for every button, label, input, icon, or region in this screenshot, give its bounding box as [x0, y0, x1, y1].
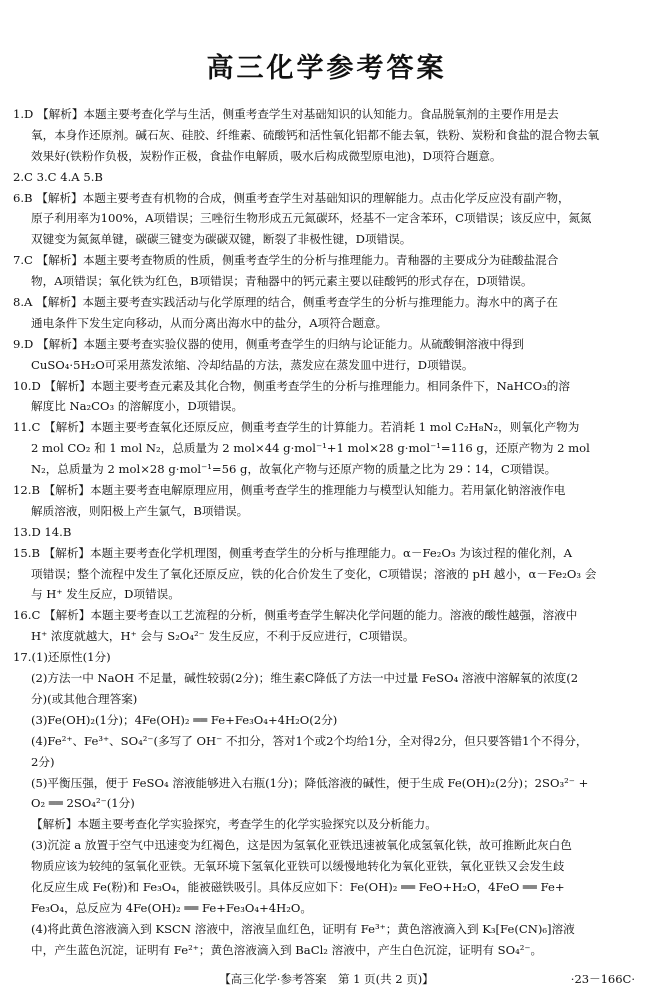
text-line: 2分) [31, 754, 55, 769]
text-line: (2)方法一中 NaOH 不足量，碱性较弱(2分)；维生素C降低了方法一中过量 FeSO₄ 溶液中溶解氧的浓度(2 [31, 671, 579, 686]
text-line: 17.(1)还原性(1分) [13, 650, 111, 665]
text-line: 10.D 【解析】本题主要考查元素及其化合物，侧重考查学生的分析与推理能力。相同条件下，NaHCO₃的溶 [13, 378, 570, 393]
text-line: 2.C 3.C 4.A 5.B [13, 169, 103, 184]
text-line: CuSO₄·5H₂O可采用蒸发浓缩、冷却结晶的方法，蒸发应在蒸发皿中进行，D项错误。 [31, 357, 474, 372]
text-line: 16.C 【解析】本题主要考查以工艺流程的分析，侧重考查学生解决化学问题的能力。溶液的酸性越强，溶液中 [13, 608, 578, 623]
text-line: Fe₃O₄，总反应为 4Fe(OH)₂ ══ Fe+Fe₃O₄+4H₂O。 [31, 900, 313, 915]
text-line: H⁺ 浓度就越大，H⁺ 会与 S₂O₄²⁻ 发生反应，不利于反应进行，C项错误。 [31, 629, 415, 644]
text-line: 13.D 14.B [13, 524, 72, 539]
text-line: N₂，总质量为 2 mol×28 g·mol⁻¹=56 g，故氧化产物与还原产物的质量之比为 29∶14，C项错误。 [31, 462, 557, 477]
text-line: O₂ ══ 2SO₄²⁻(1分) [31, 796, 135, 811]
page-title: 高三化学参考答案 [206, 53, 447, 84]
text-line: (4)Fe²⁺、Fe³⁺、SO₄²⁻(多写了 OH⁻ 不扣分，答对1个或2个均给1分，全对得2分，但只要答错1个不得分， [31, 733, 588, 748]
text-line: 与 H⁺ 发生反应，D项错误。 [31, 587, 180, 602]
text-line: 原子利用率为100%，A项错误；三唑衍生物形成五元氮碳环，烃基不一定含苯环，C项错误；该反应中，氮氮 [31, 211, 592, 226]
text-line: 物，A项错误；氧化铁为红色，B项错误；青釉器中的钙元素主要以硅酸钙的形式存在，D项错误。 [31, 274, 533, 289]
text-line: 解度比 Na₂CO₃ 的溶解度小，D项错误。 [31, 399, 244, 414]
text-line: 物质应该为较纯的氢氧化亚铁。无氧环境下氢氧化亚铁可以缓慢地转化为氧化亚铁，氧化亚铁又会发生歧 [31, 859, 565, 874]
page-footer [0, 969, 653, 991]
text-line: (5)平衡压强，便于 FeSO₄ 溶液能够进入右瓶(1分)；降低溶液的碱性，便于生成 Fe(OH)₂(2分)；2SO₃²⁻ + [31, 775, 589, 790]
text-line: 11.C 【解析】本题主要考查氧化还原反应，侧重考查学生的计算能力。若消耗 1 mol C₂H₈N₂，则氧化产物为 [13, 420, 580, 435]
text-line: 9.D 【解析】本题主要考查实验仪器的使用，侧重考查学生的归纳与论证能力。从硫酸铜溶液中得到 [13, 336, 524, 351]
text-line: 8.A 【解析】本题主要考查实践活动与化学原理的结合，侧重考查学生的分析与推理能力。海水中的离子在 [13, 295, 558, 310]
text-line: 氧，本身作还原剂。碱石灰、硅胶、纤维素、硫酸钙和活性氧化铝都不能去氧，铁粉、炭粉和食盐的混合物去氧 [31, 127, 600, 142]
text-line: 15.B 【解析】本题主要考查化学机理图，侧重考查学生的分析与推理能力。α－Fe₂O₃ 为该过程的催化剂，A [13, 545, 572, 560]
text-line: 分)(或其他合理答案) [31, 691, 138, 706]
text-line: (3)Fe(OH)₂(1分)；4Fe(OH)₂ ══ Fe+Fe₃O₄+4H₂O(2分) [31, 712, 338, 727]
footer-page-info: 【高三化学·参考答案 第 1 页(共 2 页)】 [219, 972, 434, 986]
text-line: 效果好(铁粉作负极，炭粉作正极，食盐作电解质，吸水后构成微型原电池)，D项符合题意。 [31, 148, 502, 163]
text-line: 12.B 【解析】本题主要考查电解原理应用，侧重考查学生的推理能力与模型认知能力。若用氯化钠溶液作电 [13, 483, 566, 498]
text-line: 通电条件下发生定向移动，从而分离出海水中的盐分，A项符合题意。 [31, 315, 388, 330]
footer-code: ·23－166C· [570, 972, 635, 986]
text-line: (3)沉淀 a 放置于空气中迅速变为红褐色，这是因为氢氧化亚铁迅速被氧化成氢氧化铁，故可推断此灰白色 [31, 838, 572, 853]
text-line: 解质溶液，则阳极上产生氯气，B项错误。 [31, 503, 249, 518]
text-line: 1.D 【解析】本题主要考查化学与生活，侧重考查学生对基础知识的认知能力。食品脱氧剂的主要作用是去 [13, 107, 559, 121]
text-line: 6.B 【解析】本题主要考查有机物的合成，侧重考查学生对基础知识的理解能力。点击化学反应没有副产物， [13, 190, 570, 205]
text-line: (4)将此黄色溶液滴入到 KSCN 溶液中，溶液呈血红色，证明有 Fe³⁺；黄色溶液滴入到 K₃[Fe(CN)₆]溶液 [31, 921, 575, 936]
text-line: 中，产生蓝色沉淀，证明有 Fe²⁺；黄色溶液滴入到 BaCl₂ 溶液中，产生白色沉淀，证明有 SO₄²⁻。 [31, 942, 543, 957]
text-line: 化反应生成 Fe(粉)和 Fe₃O₄，能被磁铁吸引。具体反应如下：Fe(OH)₂ ══ FeO+H₂O，4FeO ══ Fe+ [31, 879, 565, 894]
text-line: 2 mol CO₂ 和 1 mol N₂，总质量为 2 mol×44 g·mol⁻¹+1 mol×28 g·mol⁻¹=116 g，还原产物为 2 mol [31, 441, 590, 456]
text-line: 【解析】本题主要考查化学实验探究，考查学生的化学实验探究以及分析能力。 [31, 817, 437, 832]
answer-content [13, 104, 641, 961]
text-line: 双键变为氮氮单键，碳碳三键变为碳碳双键，断裂了非极性键，D项错误。 [31, 232, 412, 247]
text-line: 7.C 【解析】本题主要考查物质的性质，侧重考查学生的分析与推理能力。青釉器的主要成分为硅酸盐混合 [13, 253, 559, 268]
text-line: 项错误；整个流程中发生了氧化还原反应，铁的化合价发生了变化，C项错误；溶液的 pH 越小，α－Fe₂O₃ 会 [31, 566, 597, 581]
